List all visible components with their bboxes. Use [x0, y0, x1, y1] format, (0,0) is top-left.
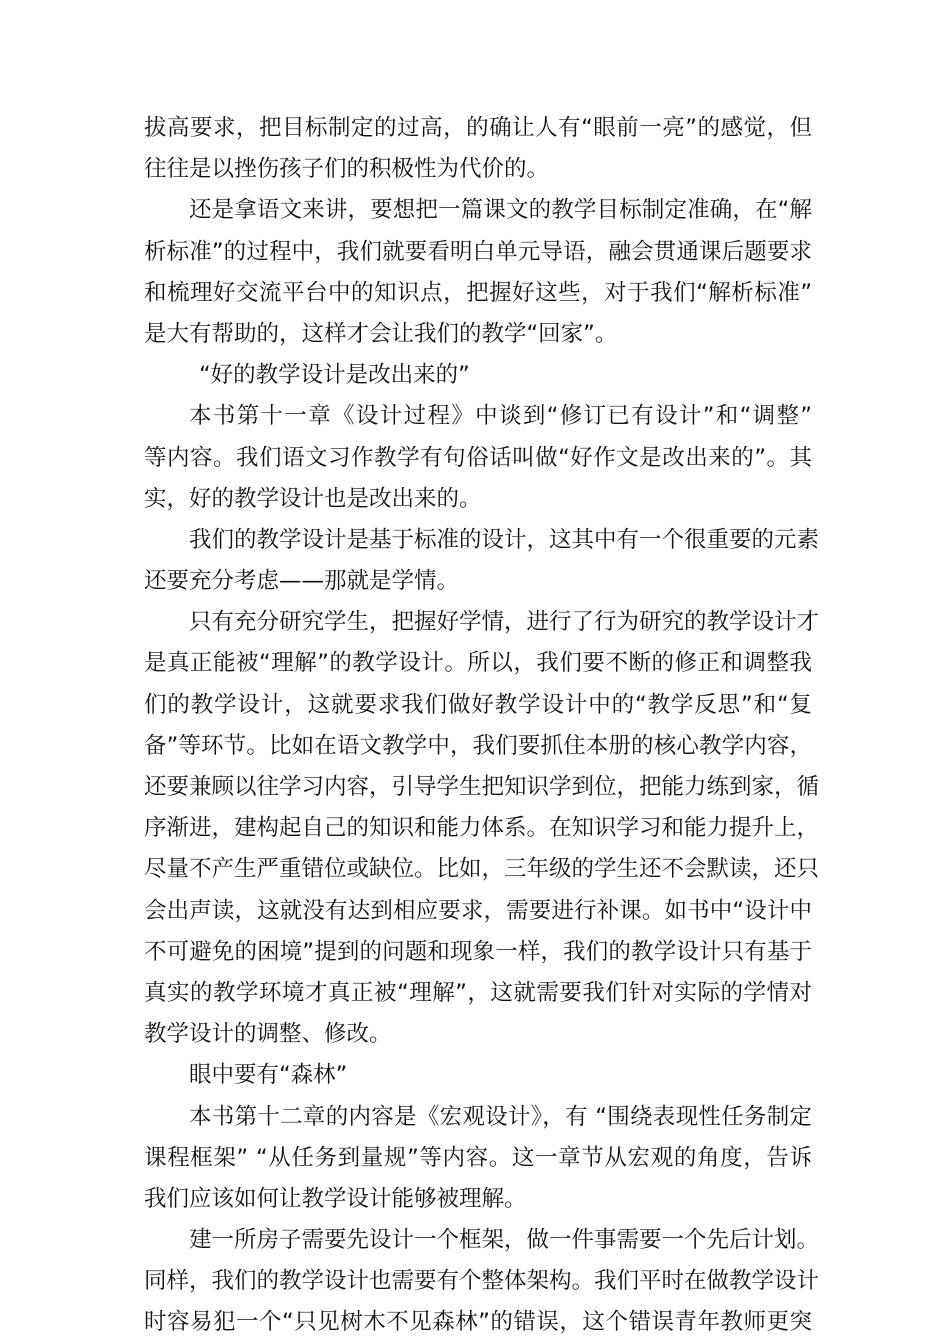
paragraph-line: 只有充分研究学生，把握好学情，进行了行为研究的教学设计才 — [189, 609, 820, 636]
paragraph-line: 序渐进，建构起自己的知识和能力体系。在知识学习和能力提升上， — [144, 815, 820, 842]
paragraph-line: 同样，我们的教学设计也需要有个整体架构。我们平时在做教学设计 — [144, 1268, 820, 1295]
section-heading: 眼中要有“森林” — [189, 1062, 348, 1089]
paragraph-line: 本书第十二章的内容是《宏观设计》，有 “围绕表现性任务制定 — [189, 1103, 812, 1130]
paragraph-line: 教学设计的调整、修改。 — [144, 1021, 392, 1048]
section-heading: “好的教学设计是改出来的” — [199, 362, 470, 389]
body-text — [144, 108, 820, 1344]
paragraph-line: 尽量不产生严重错位或缺位。比如，三年级的学生还不会默读，还只 — [144, 856, 820, 883]
paragraph-line: 备”等环节。比如在语文教学中，我们要抓住本册的核心教学内容， — [144, 732, 812, 759]
paragraph-line: 和梳理好交流平台中的知识点，把握好这些，对于我们“解析标准” — [144, 279, 812, 306]
paragraph-line: 真实的教学环境才真正被“理解”，这就需要我们针对实际的学情对 — [144, 979, 812, 1006]
paragraph-line: 还要充分考虑——那就是学情。 — [144, 568, 460, 595]
paragraph-line: 我们应该如何让教学设计能够被理解。 — [144, 1185, 527, 1212]
paragraph-line: 们的教学设计，这就要求我们做好教学设计中的“教学反思”和“复 — [144, 691, 812, 718]
paragraph-line: 本书第十一章《设计过程》中谈到“修订已有设计”和“调整” — [189, 403, 812, 430]
paragraph-line: 实，好的教学设计也是改出来的。 — [144, 485, 482, 512]
paragraph-line: 还要兼顾以往学习内容，引导学生把知识学到位，把能力练到家，循 — [144, 774, 820, 800]
paragraph-line: 不可避免的困境”提到的问题和现象一样，我们的教学设计只有基于 — [144, 938, 812, 965]
paragraph-line: 课程框架” “从任务到量规”等内容。这一章节从宏观的角度，告诉 — [144, 1144, 812, 1171]
paragraph-line: 会出声读，这就没有达到相应要求，需要进行补课。如书中“设计中 — [144, 897, 812, 924]
paragraph-line: 时容易犯一个“只见树木不见森林”的错误，这个错误青年教师更突 — [144, 1309, 812, 1336]
paragraph-line: 析标准”的过程中，我们就要看明白单元导语，融会贯通课后题要求 — [144, 238, 812, 265]
paragraph-line: 是真正能被“理解”的教学设计。所以，我们要不断的修正和调整我 — [144, 650, 812, 677]
paragraph-line: 拔高要求，把目标制定的过高，的确让人有“眼前一亮”的感觉，但 — [144, 115, 812, 141]
paragraph-line: 等内容。我们语文习作教学有句俗话叫做“好作文是改出来的”。其 — [144, 444, 812, 471]
paragraph-line: 还是拿语文来讲，要想把一篇课文的教学目标制定准确，在“解 — [189, 197, 812, 224]
paragraph-line: 建一所房子需要先设计一个框架，做一件事需要一个先后计划。 — [189, 1227, 820, 1254]
paragraph-line: 我们的教学设计是基于标准的设计，这其中有一个很重要的元素 — [189, 526, 820, 553]
paragraph-line: 是大有帮助的，这样才会让我们的教学“回家”。 — [144, 320, 618, 347]
paragraph-line: 往往是以挫伤孩子们的积极性为代价的。 — [144, 156, 550, 183]
